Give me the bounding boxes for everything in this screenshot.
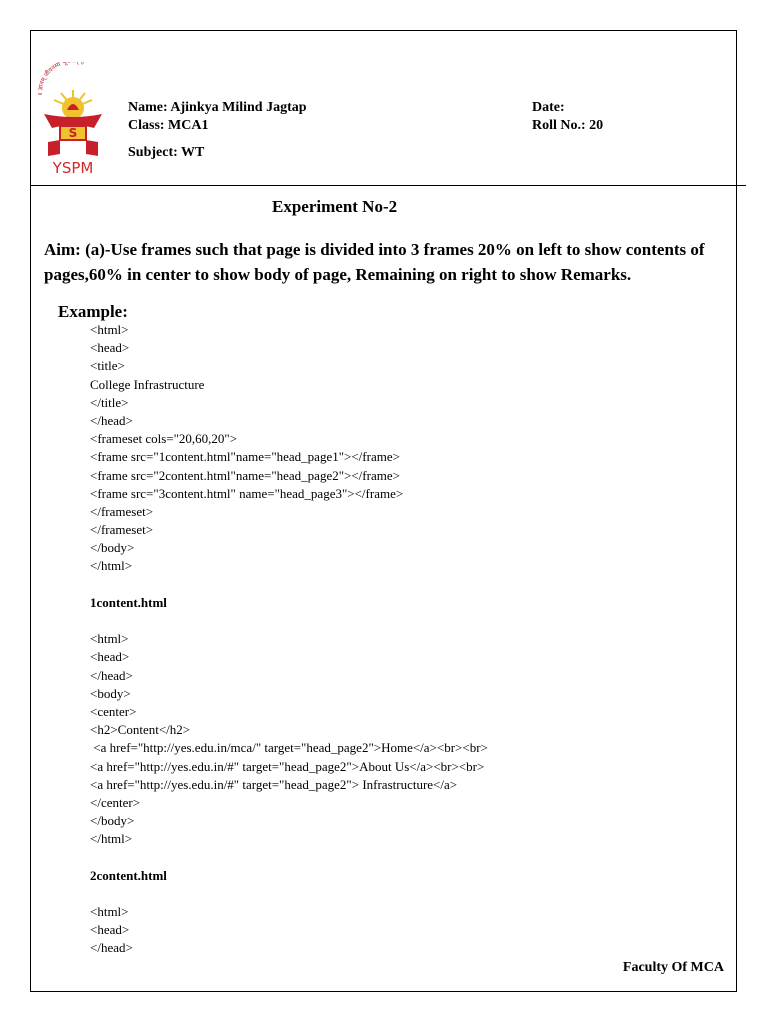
code-spacer [90,848,488,866]
code-line: <a href="http://yes.edu.in/#" target="head_page2">About Us</a><br><br> [90,758,485,774]
code-line: <html> [90,904,129,919]
code-file-title: 1content.html [90,594,167,610]
code-listing [90,321,488,958]
code-line: <head> [90,922,130,938]
code-spacer [90,576,488,594]
yspm-logo [34,62,112,178]
student-class: Class: MCA1 [128,118,209,133]
code-line: </head> [90,667,133,683]
code-line: <head> [90,649,130,665]
code-line: <body> [90,685,131,701]
aim-paragraph: Aim: (a)-Use frames such that page is divided into 3 frames 20% on left to show contents of pages,60% in center to show body of page, Remaining on right to show Remarks. [44,240,705,284]
code-line: <html> [90,631,129,647]
code-line: </title> [90,394,129,410]
svg-text:॥ ज्ञानम् जीवनस्य भूषणम् ॥ [37,62,85,96]
code-line: </html> [90,831,133,847]
code-line: <frame src="1content.html"name="head_page1"></frame> [90,449,400,465]
code-line: <frameset cols="20,60,20"> [90,431,238,447]
code-line: </frameset> [90,503,154,519]
logo-text: YSPM [52,159,94,177]
logo-badge: S [68,126,78,140]
footer-faculty: Faculty Of MCA [622,960,724,975]
code-line: <title> [90,358,125,374]
student-name: Name: Ajinkya Milind Jagtap [128,100,307,115]
code-line: <center> [90,703,137,719]
code-line: </body> [90,540,135,556]
code-line: </center> [90,794,141,810]
roll-number: Roll No.: 20 [532,118,604,133]
code-line: </head> [90,940,133,956]
code-line: <frame src="2content.html"name="head_page2"></frame> [90,467,400,483]
code-line: <a href="http://yes.edu.in/mca/" target="head_page2">Home</a><br><br> [90,740,488,756]
code-line: College Infrastructure [90,376,205,392]
logo-emblem-icon [34,62,112,178]
code-spacer [90,612,488,630]
code-line: <html> [90,322,129,337]
header-divider [30,185,746,186]
code-line: <frame src="3content.html" name="head_page3"></frame> [90,485,404,501]
code-line: </html> [90,558,133,574]
example-label: Example: [58,302,128,321]
code-line: <head> [90,340,130,356]
code-line: <a href="http://yes.edu.in/#" target="head_page2"> Infrastructure</a> [90,776,458,792]
code-spacer [90,885,488,903]
experiment-title: Experiment No-2 [272,197,398,216]
code-line: </frameset> [90,522,154,538]
logo-arc-text: ॥ ज्ञानम् जीवनस्य भू ॥ [36,62,85,97]
code-file-title: 2content.html [90,867,167,883]
subject: Subject: WT [128,145,205,160]
code-line: </head> [90,412,133,428]
code-line: </body> [90,813,135,829]
date-label: Date: [532,100,565,115]
code-line: <h2>Content</h2> [90,722,191,738]
